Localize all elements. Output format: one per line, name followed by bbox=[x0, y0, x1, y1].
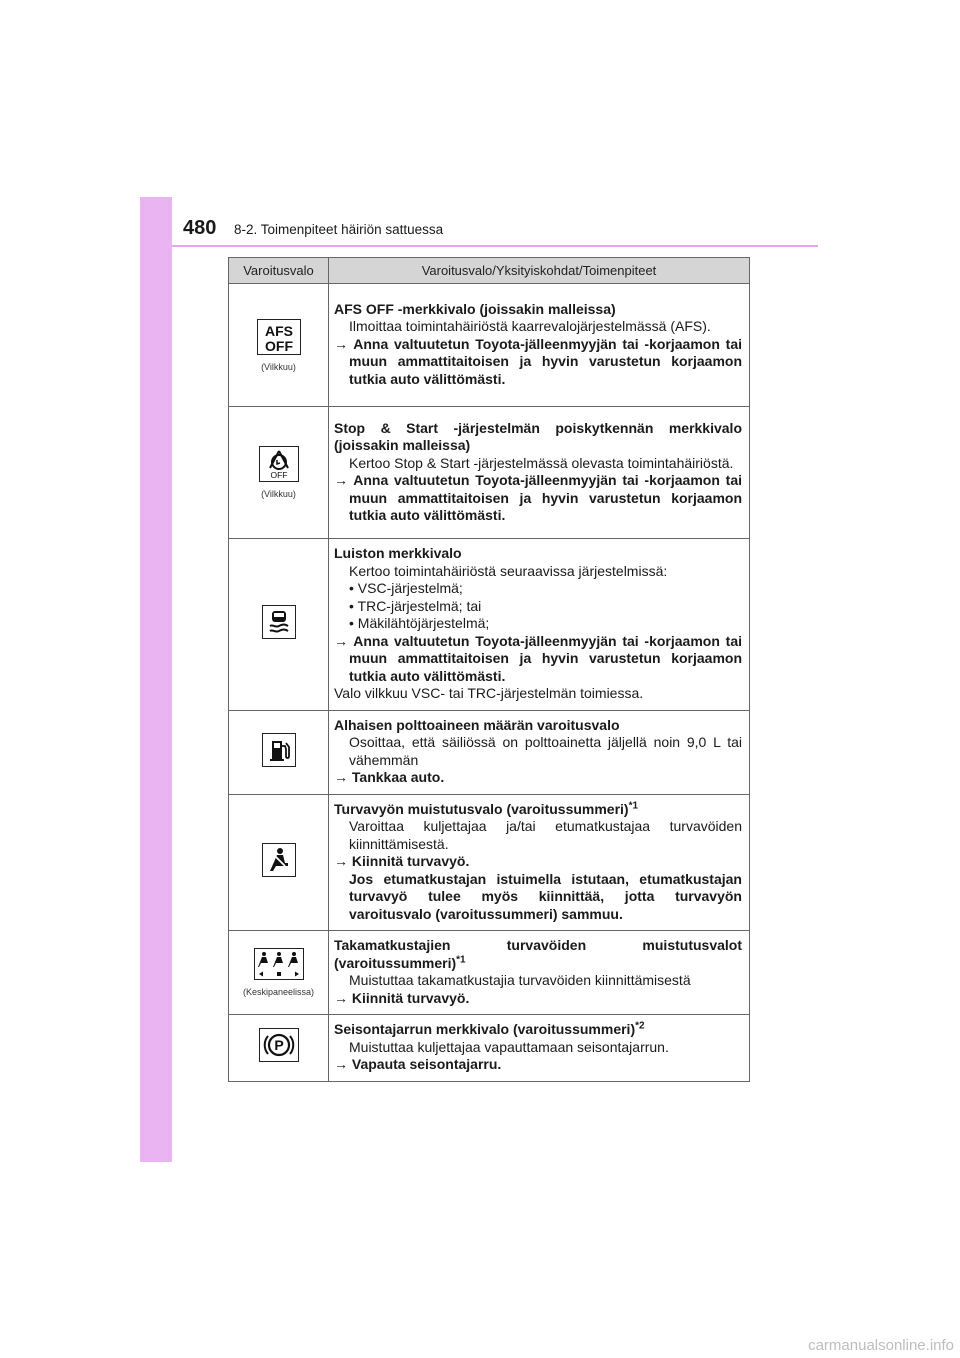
afs-off-icon bbox=[257, 319, 301, 355]
table-row bbox=[229, 794, 750, 931]
row-note: Valo vilkkuu VSC- tai TRC-järjestelmän toimiessa. bbox=[334, 685, 644, 701]
icon-cell bbox=[229, 407, 329, 539]
arrow-icon: → bbox=[334, 472, 348, 488]
row-description: Varoittaa kuljettajaa ja/tai etumatkustajaa turvavöiden kiinnittämisestä. bbox=[349, 818, 742, 852]
arrow-icon: → bbox=[334, 1056, 348, 1072]
row-title: Seisontajarrun merkkivalo (varoitussummeri)$^{*2}$ bbox=[334, 1020, 645, 1037]
header-warning-light: Varoitusvalo bbox=[229, 258, 329, 284]
seatbelt-icon bbox=[262, 843, 296, 877]
text-cell bbox=[329, 284, 750, 407]
icon-cell bbox=[229, 1015, 329, 1082]
text-cell bbox=[329, 1015, 750, 1082]
slip-indicator-icon bbox=[262, 605, 296, 639]
rear-seatbelts-icon bbox=[254, 948, 304, 980]
row-description: Ilmoittaa toimintahäiriöstä kaarrevalojärjestelmässä (AFS). bbox=[349, 318, 711, 335]
list-item: • TRC-järjestelmä; tai bbox=[349, 597, 482, 614]
parking-brake-icon bbox=[259, 1028, 299, 1062]
row-description: Osoittaa, että säiliössä on polttoainetta jäljellä noin 9,0 L tai vähemmän bbox=[349, 734, 742, 768]
table-row bbox=[229, 931, 750, 1015]
stop-start-off-icon bbox=[259, 446, 299, 482]
row-title: Alhaisen polttoaineen määrän varoitusvalo bbox=[334, 716, 620, 733]
icon-cell bbox=[229, 284, 329, 407]
icon-caption: (Vilkkuu) bbox=[261, 489, 296, 499]
row-description: Kertoo Stop & Start -järjestelmässä olevasta toimintahäiriöstä. bbox=[349, 454, 734, 471]
table-row bbox=[229, 284, 750, 407]
header-details: Varoitusvalo/Yksityiskohdat/Toimenpiteet bbox=[329, 258, 750, 284]
row-action: → Vapauta seisontajarru. bbox=[334, 1056, 502, 1072]
row-title: Takamatkustajien turvavöiden muistutusvalot (varoitussummeri)$^{*1}$ bbox=[334, 937, 742, 971]
row-description: Muistuttaa takamatkustajia turvavöiden kiinnittämisestä bbox=[349, 972, 691, 988]
footnote-marker: *1 bbox=[628, 799, 639, 811]
page-number: 480 bbox=[183, 217, 217, 239]
off-icon-text: OFF bbox=[264, 337, 293, 354]
text-cell bbox=[329, 794, 750, 931]
arrow-icon: → bbox=[334, 632, 348, 649]
arrow-icon: → bbox=[334, 335, 348, 352]
icon-cell bbox=[229, 931, 329, 1015]
text-cell bbox=[329, 407, 750, 539]
row-title: Luiston merkkivalo bbox=[334, 545, 462, 561]
arrow-icon: → bbox=[334, 853, 348, 869]
table-row bbox=[229, 407, 750, 539]
text-cell bbox=[329, 710, 750, 794]
arrow-icon: → bbox=[334, 769, 348, 785]
afs-icon-text: AFS bbox=[264, 322, 293, 339]
icon-caption: (Keskipaneelissa) bbox=[242, 987, 315, 997]
arrow-icon: → bbox=[334, 989, 348, 1006]
row-action: → Tankkaa auto. bbox=[334, 769, 445, 785]
row-action: → Kiinnitä turvavyö. bbox=[334, 989, 470, 1006]
list-item: • Mäkilähtöjärjestelmä; bbox=[349, 615, 490, 631]
text-cell bbox=[329, 931, 750, 1015]
footnote-marker: *1 bbox=[456, 953, 466, 965]
watermark: carmanualsonline.info bbox=[808, 1337, 954, 1354]
row-action: → Anna valtuutetun Toyota-jälleenmyyjän tai -korjaamon tai muun ammattitaitoisen ja hyvin varustetun korjaamon tutkia auto välittömästi. bbox=[334, 632, 742, 684]
row-action: → Anna valtuutetun Toyota-jälleenmyyjän tai -korjaamon tai muun ammattitaitoisen ja hyvin varustetun korjaamon tutkia auto välittömästi. bbox=[334, 335, 742, 387]
icon-cell bbox=[229, 794, 329, 931]
list-item: • VSC-järjestelmä; bbox=[349, 580, 463, 596]
icon-cell bbox=[229, 710, 329, 794]
table-row bbox=[229, 1015, 750, 1082]
row-description: Muistuttaa kuljettajaa vapauttamaan seisontajarrun. bbox=[349, 1038, 669, 1055]
table-header-row bbox=[229, 258, 750, 284]
footnote-marker: *2 bbox=[635, 1020, 645, 1032]
warning-lights-table bbox=[228, 257, 750, 1082]
row-action-detail: Jos etumatkustajan istuimella istutaan, etumatkustajan turvavyö tulee myös kiinnittää, jotta turvavyön varoitusvalo (varoitussummeri) sammuu. bbox=[349, 870, 742, 922]
stop-start-off-text: OFF bbox=[270, 470, 287, 480]
parking-brake-letter: P bbox=[273, 1037, 284, 1054]
icon-cell bbox=[229, 539, 329, 711]
row-title: AFS OFF -merkkivalo (joissakin malleissa) bbox=[334, 300, 616, 317]
fuel-pump-icon bbox=[262, 733, 296, 767]
table-row bbox=[229, 539, 750, 711]
header-rule bbox=[172, 245, 818, 247]
table-row bbox=[229, 710, 750, 794]
row-title: Turvavyön muistutusvalo (varoitussummeri)$^{*1}$ bbox=[334, 799, 639, 817]
chapter-tab-bar bbox=[140, 197, 172, 1162]
row-action: → Anna valtuutetun Toyota-jälleenmyyjän tai -korjaamon tai muun ammattitaitoisen ja hyvin varustetun korjaamon tutkia auto välittömästi. bbox=[334, 472, 742, 523]
row-action: → Kiinnitä turvavyö. bbox=[334, 853, 470, 869]
row-title: Stop & Start -järjestelmän poiskytkennän merkkivalo (joissakin malleissa) bbox=[334, 419, 742, 453]
text-cell bbox=[329, 539, 750, 711]
icon-caption: (Vilkkuu) bbox=[261, 361, 296, 372]
section-title: 8-2. Toimenpiteet häiriön sattuessa bbox=[234, 222, 444, 237]
row-description: Kertoo toimintahäiriöstä seuraavissa järjestelmissä: bbox=[349, 562, 668, 579]
